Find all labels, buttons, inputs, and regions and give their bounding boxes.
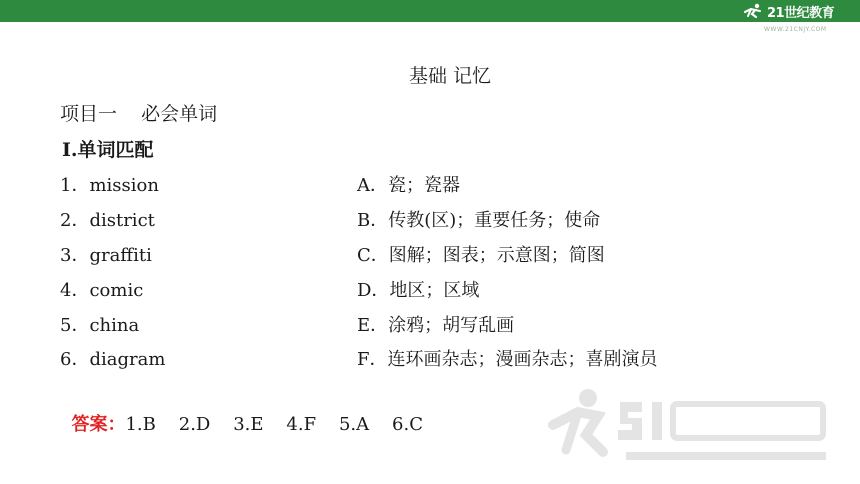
site-logo [742, 2, 834, 20]
meaning-option: F．连环画杂志；漫画杂志；喜剧演员 [357, 349, 658, 370]
answer-label: 答案： [71, 414, 126, 435]
answer-line [60, 389, 423, 436]
meaning-option: A．瓷；瓷器 [357, 175, 460, 196]
logo-subtext: WWW.21CNJY.COM [764, 26, 827, 33]
section-heading: 项目一 必会单词 [60, 103, 218, 125]
word-item: 5．china [60, 315, 140, 336]
match-row [60, 276, 840, 302]
logo-text: 21世纪教育 [767, 5, 835, 21]
meaning-option: E．涂鸦；胡写乱画 [357, 315, 515, 336]
word-item: 6．diagram [60, 349, 166, 370]
match-row [60, 171, 840, 197]
word-item: 3．graffiti [60, 245, 152, 266]
answer-text: 1.B 2.D 3.E 4.F 5.A 6.C [125, 414, 423, 435]
match-row [60, 241, 840, 267]
word-item: 4．comic [60, 280, 144, 301]
match-row [60, 345, 840, 371]
word-item: 1．mission [60, 175, 159, 196]
match-row [60, 206, 840, 232]
runner-icon [742, 3, 764, 19]
meaning-option: C．图解；图表；示意图；简图 [357, 245, 605, 266]
header-bar [0, 0, 860, 22]
page-title: 基础 记忆 [408, 65, 492, 87]
watermark-logo-icon [548, 380, 848, 470]
match-row [60, 311, 840, 337]
exercise-subheading: Ⅰ.单词匹配 [62, 139, 154, 161]
meaning-option: B．传教(区)；重要任务；使命 [357, 210, 601, 231]
meaning-option: D．地区；区域 [357, 280, 480, 301]
word-item: 2．district [60, 210, 155, 231]
